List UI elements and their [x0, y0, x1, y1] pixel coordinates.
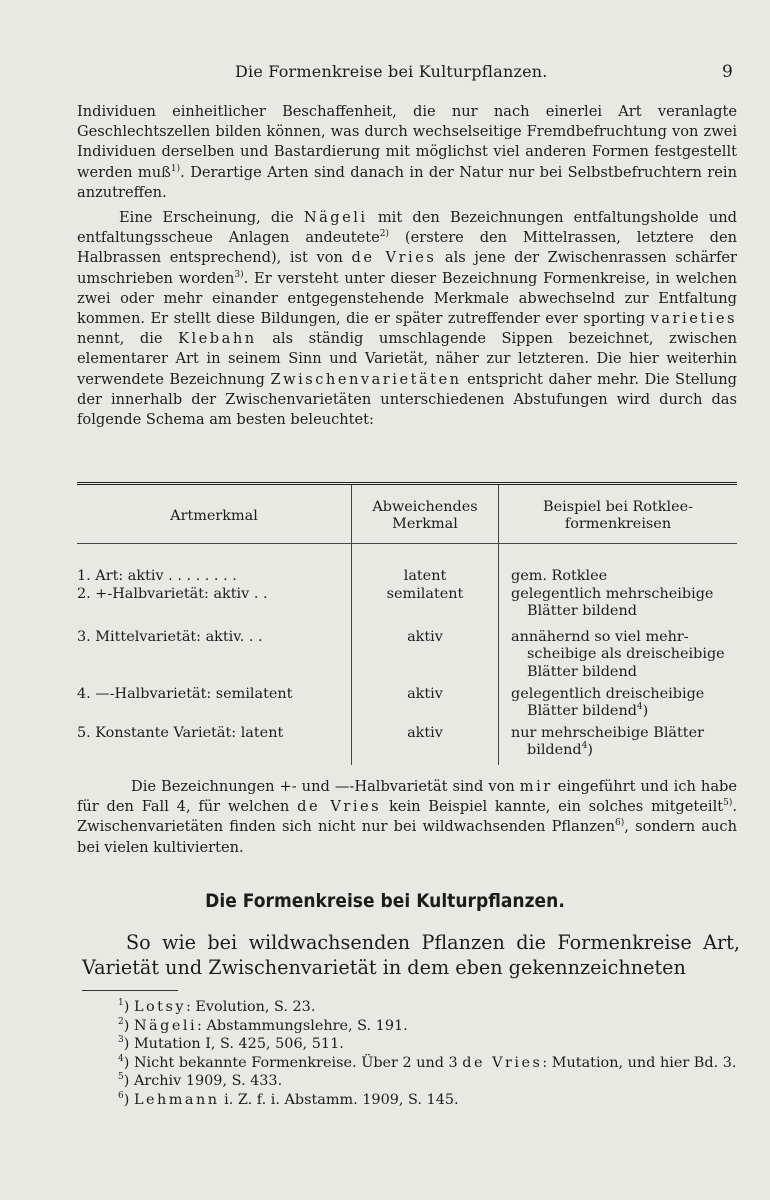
cell-beispiel: gem. Rotklee — [511, 568, 608, 584]
paragraph-text: als jene der Zwischenrassen schärfer umschrieben worden — [77, 249, 738, 287]
paragraph-1 — [77, 102, 737, 203]
running-head: Die Formenkreise bei Kulturpflanzen. — [235, 62, 548, 81]
cell-artmerkmal: 2. +-Halbvarietät: aktiv . . — [77, 585, 268, 602]
cell-abweichend: aktiv — [352, 682, 499, 721]
cell-beispiel: annähernd so viel mehr- scheibige als dreischeibige Blätter bildend — [511, 628, 725, 680]
section-paragraph: So wie bei wildwachsenden Pflanzen die Formenkreise Art, Varietät und Zwischenvarietät in dem eben gekennzeichneten — [82, 931, 740, 979]
paragraph-text: , sondern auch bei vielen kultivierten. — [77, 818, 738, 856]
footnote-ref: 6) — [614, 818, 625, 829]
footnote-ref: 1) — [170, 163, 181, 174]
cell-abweichend: latent — [352, 544, 499, 586]
paragraph-text: nennt, die — [77, 330, 163, 348]
cell-artmerkmal: 1. Art: aktiv . . . . . . . . — [77, 568, 237, 584]
table-row — [77, 586, 737, 621]
paragraph-text: Eine Erscheinung, die — [119, 209, 294, 226]
table-header-row — [77, 484, 737, 544]
cell-beispiel: gelegentlich mehrscheibige Blätter bildend — [511, 585, 714, 620]
cell-artmerkmal: 5. Konstante Varietät: latent — [77, 724, 284, 741]
section-heading: Die Formenkreise bei Kulturpflanzen. — [205, 890, 565, 912]
cell-artmerkmal: 4. —-Halbvarietät: semilatent — [77, 685, 293, 702]
paragraph-text: entspricht daher mehr. Die Stellung der innerhalb der Zwischenvarietäten unterschiedenen Abstufungen wird durch das folgende Schema am besten beleuchtet: — [77, 370, 738, 429]
paragraph-text: . Derartige Arten sind danach in der Natur nur bei Selbstbefruchtern rein anzutreffen. — [77, 163, 737, 201]
paragraph-text: . Zwischenvarietäten finden sich nicht nur bei wildwachsenden Pflanzen — [77, 798, 738, 836]
cell-abweichend: aktiv — [352, 721, 499, 765]
footnote-ref: 5) — [723, 798, 733, 809]
cell-abweichend: aktiv — [352, 621, 499, 682]
footnote: $^4$) Nicht bekannte Formenkreise. Über 2 und 3 de Vries: Mutation, und hier Bd. 3. — [118, 1053, 737, 1071]
page-number: 9 — [722, 62, 733, 82]
cell-artmerkmal: 3. Mittelvarietät: aktiv. . . — [77, 628, 263, 645]
footnote: $^3$) Mutation I, S. 425, 506, 511. — [118, 1035, 344, 1053]
cell-abweichend: semilatent — [352, 586, 499, 621]
classification-table — [77, 482, 737, 765]
paragraph-text: Individuen einheitlicher Beschaffenheit, die nur nach einerlei Art veranlagte Geschlechtszellen bilden können, was durch wechselseitige Fremdbefruchtung von zwei Individuen derselben und Bastardierung mit möglichst viel anderen Formen festgestellt werden muß — [77, 103, 737, 181]
author-name: Nägeli — [303, 209, 368, 226]
column-header: Beispiel bei Rotklee- formenkreisen — [499, 484, 738, 544]
paragraph-text: als ständig umschlagende Sippen bezeichnet, zwischen elementarer Art in seinem Sinn und Varietät, näher zur letzteren. Die hier weiterhin verwendete Bezeichnung — [77, 330, 738, 388]
paragraph-3 — [77, 777, 737, 858]
column-header: Abweichendes Merkmal — [352, 484, 499, 544]
paragraph-2 — [77, 208, 737, 430]
cell-beispiel: gelegentlich dreischeibige Blätter bildend$^4$) — [511, 685, 705, 720]
author-name: de Vries — [351, 249, 437, 267]
footnote: $^1$) Lotsy: Evolution, S. 23. — [118, 998, 316, 1015]
paragraph-text: . Er versteht unter dieser Bezeichnung Formenkreise, in welchen zwei oder mehr einander entgegenstehende Merkmale abwechselnd zur Entfaltung kommen. Er stellt diese Bildungen, die er später zutreffender ever sporting — [77, 269, 737, 328]
footnote: $^5$) Archiv 1909, S. 433. — [118, 1072, 283, 1090]
author-name: de Vries — [297, 798, 382, 816]
emphasis: varieties — [650, 310, 737, 328]
footnotes — [77, 998, 739, 1110]
footnote: $^2$) Nägeli: Abstammungslehre, S. 191. — [118, 1016, 408, 1034]
paragraph-text: (erstere den Mittelrassen, letztere den Halbrassen entsprechend), ist von — [77, 229, 737, 267]
table-row — [77, 544, 737, 586]
footnote-divider — [82, 990, 178, 991]
cell-beispiel: nur mehrscheibige Blätter bildend$^4$) — [511, 724, 704, 759]
emphasis: mir — [519, 778, 553, 795]
emphasis: Zwischenvarietäten — [270, 370, 462, 388]
paragraph-text: kein Beispiel kannte, ein solches mitgeteilt — [388, 798, 724, 816]
paragraph-text: eingeführt und ich habe für den Fall 4, für welchen — [77, 778, 737, 816]
table-row — [77, 682, 737, 721]
paragraph-text: mit den Bezeichnungen entfaltungsholde und entfaltungsscheue Anlagen andeutete — [77, 209, 738, 247]
column-header: Artmerkmal — [77, 484, 352, 544]
footnote: $^6$) Lehmann i. Z. f. i. Abstamm. 1909, S. 145. — [118, 1091, 459, 1108]
footnote-ref: 2) — [379, 229, 390, 240]
author-name: Klebahn — [178, 330, 257, 348]
table-row — [77, 721, 737, 765]
paragraph-text: Die Bezeichnungen +- und —-Halbvarietät sind von — [131, 778, 515, 795]
table-row — [77, 621, 737, 682]
footnote-ref: 3) — [234, 269, 244, 280]
